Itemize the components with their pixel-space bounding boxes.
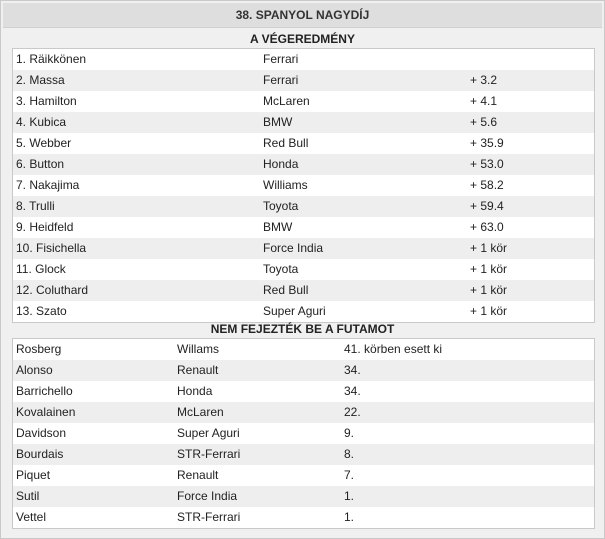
gap-cell: + 3.2 [470, 73, 498, 87]
table-row [13, 280, 594, 301]
page-title: 38. SPANYOL NAGYDÍJ [3, 3, 602, 28]
driver-cell: 8. Trulli [16, 199, 55, 213]
gap-cell: + 63.0 [470, 220, 504, 234]
driver-cell: 7. Nakajima [16, 178, 80, 192]
team-cell: Honda [177, 384, 213, 398]
table-row [13, 70, 594, 91]
driver-cell: 10. Fisichella [16, 241, 87, 255]
driver-cell: Bourdais [16, 447, 64, 461]
team-cell: Toyota [263, 262, 299, 276]
gap-cell: + 1 kör [470, 304, 508, 318]
table-row [13, 465, 594, 486]
table-row [13, 112, 594, 133]
team-cell: Ferrari [263, 52, 299, 66]
driver-cell: 13. Szato [16, 304, 67, 318]
driver-cell: Barrichello [16, 384, 73, 398]
retire-info-cell: 1. [344, 489, 355, 503]
team-cell: Super Aguri [177, 426, 240, 440]
team-cell: Super Aguri [263, 304, 326, 318]
table-row [13, 402, 594, 423]
table-row [13, 360, 594, 381]
driver-cell: 4. Kubica [16, 115, 67, 129]
driver-cell: 12. Coluthard [16, 283, 89, 297]
team-cell: BMW [263, 220, 293, 234]
team-cell: Willams [177, 342, 219, 356]
team-cell: Williams [263, 178, 308, 192]
team-cell: McLaren [263, 94, 310, 108]
table-row [13, 175, 594, 196]
table-row [13, 301, 594, 322]
table-row [13, 133, 594, 154]
table-row [13, 91, 594, 112]
table-row [13, 423, 594, 444]
table-row [13, 486, 594, 507]
team-cell: Force India [263, 241, 324, 255]
team-cell: STR-Ferrari [177, 510, 241, 524]
team-cell: Renault [177, 468, 219, 482]
driver-cell: Kovalainen [16, 405, 76, 419]
driver-cell: 11. Glock [16, 262, 66, 276]
table-row [13, 381, 594, 402]
team-cell: Honda [263, 157, 299, 171]
team-cell: Renault [177, 363, 219, 377]
driver-cell: 3. Hamilton [16, 94, 77, 108]
team-cell: Red Bull [263, 136, 309, 150]
retire-info-cell: 34. [344, 384, 361, 398]
retired-header: NEM FEJEZTÉK BE A FUTAMOT [210, 322, 395, 336]
retire-info-cell: 8. [344, 447, 355, 461]
team-cell: STR-Ferrari [177, 447, 241, 461]
driver-cell: Rosberg [16, 342, 62, 356]
team-cell: Toyota [263, 199, 299, 213]
retire-info-cell: 9. [344, 426, 355, 440]
gap-cell: + 1 kör [470, 241, 508, 255]
driver-cell: 2. Massa [16, 73, 65, 87]
gap-cell: + 53.0 [470, 157, 504, 171]
team-cell: BMW [263, 115, 293, 129]
table-row [13, 196, 594, 217]
driver-cell: 1. Räikkönen [16, 52, 87, 66]
driver-cell: Alonso [16, 363, 53, 377]
retire-info-cell: 41. körben esett ki [344, 342, 443, 356]
team-cell: Force India [177, 489, 238, 503]
gap-cell: + 58.2 [470, 178, 504, 192]
team-cell: Ferrari [263, 73, 299, 87]
retire-info-cell: 7. [344, 468, 355, 482]
driver-cell: Davidson [16, 426, 67, 440]
retire-info-cell: 34. [344, 363, 361, 377]
driver-cell: 9. Heidfeld [16, 220, 74, 234]
driver-cell: 6. Button [16, 157, 65, 171]
table-row [13, 217, 594, 238]
retire-info-cell: 22. [344, 405, 361, 419]
gap-cell: + 4.1 [470, 94, 498, 108]
table-row [13, 238, 594, 259]
driver-cell: 5. Webber [16, 136, 72, 150]
results-header: A VÉGEREDMÉNY [250, 32, 355, 46]
table-row [13, 49, 594, 70]
gap-cell: + 5.6 [470, 115, 498, 129]
table-row [13, 444, 594, 465]
table-row [13, 339, 594, 360]
table-row [13, 259, 594, 280]
table-row [13, 507, 594, 528]
driver-cell: Piquet [16, 468, 51, 482]
retired-table [12, 338, 595, 529]
results-table [12, 48, 595, 323]
gap-cell: + 59.4 [470, 199, 504, 213]
gap-cell: + 35.9 [470, 136, 504, 150]
gap-cell: + 1 kör [470, 283, 508, 297]
team-cell: Red Bull [263, 283, 309, 297]
gap-cell: + 1 kör [470, 262, 508, 276]
driver-cell: Vettel [16, 510, 47, 524]
driver-cell: Sutil [16, 489, 40, 503]
retire-info-cell: 1. [344, 510, 355, 524]
team-cell: McLaren [177, 405, 224, 419]
table-row [13, 154, 594, 175]
